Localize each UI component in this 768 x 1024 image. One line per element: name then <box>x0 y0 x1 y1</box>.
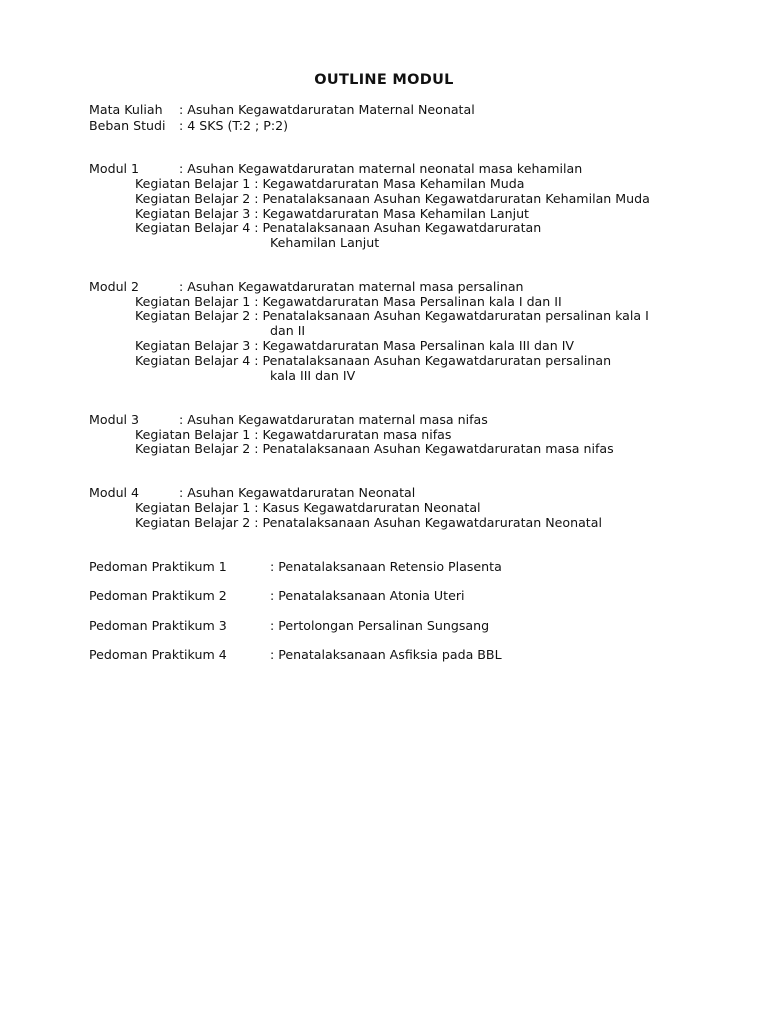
mata-kuliah-label: Mata Kuliah <box>89 102 163 117</box>
module-2-kb-2: Kegiatan Belajar 2 : Penatalaksanaan Asuhan Kegawatdaruratan persalinan kala I <box>135 308 649 323</box>
pedoman-1-value: : Penatalaksanaan Retensio Plasenta <box>270 559 502 574</box>
beban-studi-value: : 4 SKS (T:2 ; P:2) <box>179 118 289 133</box>
module-3-label: Modul 3 <box>89 412 140 427</box>
pedoman-4-value: : Penatalaksanaan Asfiksia pada BBL <box>270 647 502 662</box>
module-2-label: Modul 2 <box>89 279 140 294</box>
module-2-kb-4-continuation: kala III dan IV <box>270 368 356 383</box>
module-3-title: : Asuhan Kegawatdaruratan maternal masa nifas <box>179 412 488 427</box>
module-2-title: : Asuhan Kegawatdaruratan maternal masa persalinan <box>179 279 524 294</box>
module-1-kb-2: Kegiatan Belajar 2 : Penatalaksanaan Asuhan Kegawatdaruratan Kehamilan Muda <box>135 191 650 206</box>
module-1-kb-4: Kegiatan Belajar 4 : Penatalaksanaan Asuhan Kegawatdaruratan <box>135 220 542 235</box>
page-title: OUTLINE MODUL <box>314 72 454 88</box>
module-2-kb-2-continuation: dan II <box>270 323 306 338</box>
pedoman-2-value: : Penatalaksanaan Atonia Uteri <box>270 588 465 603</box>
module-2-kb-1: Kegiatan Belajar 1 : Kegawatdaruratan Masa Persalinan kala I dan II <box>135 294 562 309</box>
mata-kuliah-value: : Asuhan Kegawatdaruratan Maternal Neonatal <box>179 102 475 117</box>
module-4-label: Modul 4 <box>89 485 140 500</box>
pedoman-3-value: : Pertolongan Persalinan Sungsang <box>270 618 490 633</box>
module-1-title: : Asuhan Kegawatdaruratan maternal neonatal masa kehamilan <box>179 161 583 176</box>
module-3-kb-1: Kegiatan Belajar 1 : Kegawatdaruratan masa nifas <box>135 427 452 442</box>
module-4-title: : Asuhan Kegawatdaruratan Neonatal <box>179 485 416 500</box>
module-3-kb-2: Kegiatan Belajar 2 : Penatalaksanaan Asuhan Kegawatdaruratan masa nifas <box>135 441 614 456</box>
module-1-kb-4-continuation: Kehamilan Lanjut <box>270 235 380 250</box>
pedoman-2-label: Pedoman Praktikum 2 <box>89 588 227 603</box>
module-2-kb-3: Kegiatan Belajar 3 : Kegawatdaruratan Masa Persalinan kala III dan IV <box>135 338 575 353</box>
module-1-kb-1: Kegiatan Belajar 1 : Kegawatdaruratan Masa Kehamilan Muda <box>135 176 525 191</box>
module-1-label: Modul 1 <box>89 161 140 176</box>
pedoman-1-label: Pedoman Praktikum 1 <box>89 559 227 574</box>
pedoman-3-label: Pedoman Praktikum 3 <box>89 618 227 633</box>
pedoman-4-label: Pedoman Praktikum 4 <box>89 647 227 662</box>
module-4-kb-1: Kegiatan Belajar 1 : Kasus Kegawatdaruratan Neonatal <box>135 500 481 515</box>
module-1-kb-3: Kegiatan Belajar 3 : Kegawatdaruratan Masa Kehamilan Lanjut <box>135 206 529 221</box>
module-4-kb-2: Kegiatan Belajar 2 : Penatalaksanaan Asuhan Kegawatdaruratan Neonatal <box>135 515 602 530</box>
module-2-kb-4: Kegiatan Belajar 4 : Penatalaksanaan Asuhan Kegawatdaruratan persalinan <box>135 353 612 368</box>
beban-studi-label: Beban Studi <box>89 118 166 133</box>
